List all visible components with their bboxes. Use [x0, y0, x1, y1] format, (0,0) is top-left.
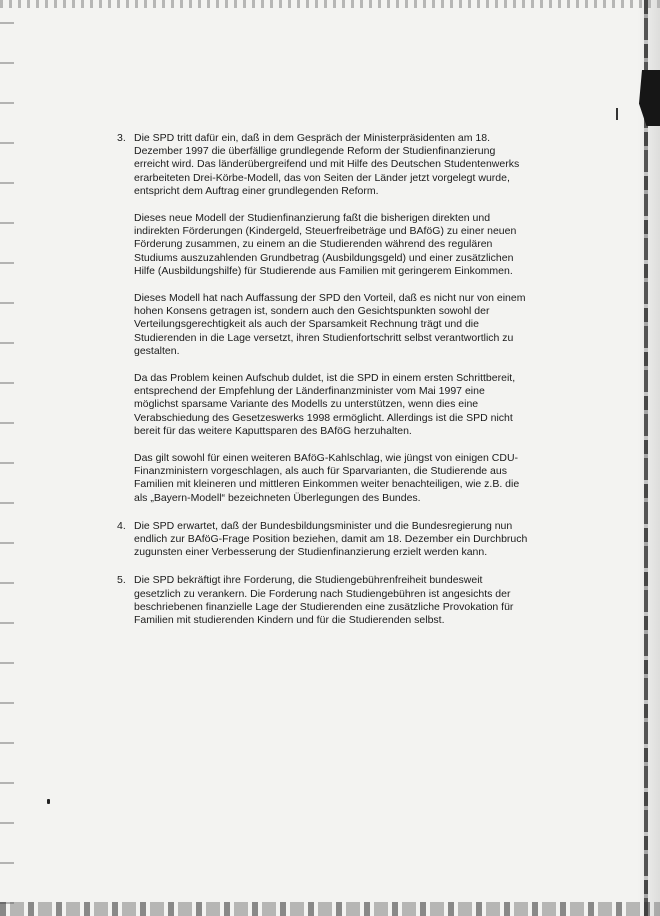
paragraph: Die SPD tritt dafür ein, daß in dem Gespräch der Ministerpräsidenten am 18. Dezember 1997 die überfällige grundlegende Reform der Studienfinanzierung erreicht wird. Das länderübergreifend und mit Hilfe des Deutschen Studentenwerks erarbeiteten Drei-Körbe-Modell, das von Seiten der Länder jetzt vorgelegt wurde, entspricht dem Auftrag einer grundlegenden Reform. — [134, 132, 520, 197]
scan-artifact-right-mark — [630, 70, 660, 126]
list-item-5 — [117, 574, 535, 627]
paragraph: Die SPD bekräftigt ihre Forderung, die Studiengebührenfreiheit bundesweit gesetzlich zu verankern. Die Forderung nach Studiengebühren ist angesichts der beschriebenen finanzielle Lage der Studierenden eine zusätzliche Provokation für Familien mit studierenden Kindern und für die Studierenden selbst. — [134, 574, 514, 627]
paragraph: Die SPD erwartet, daß der Bundesbildungsminister und die Bundesregierung nun endlich zur BAföG-Frage Position beziehen, damit am 18. Dezember ein Durchbruch zugunsten einer Verbesserung der Studienfinanzierung erzielt werden kann. — [134, 519, 528, 559]
scan-artifact-left-edge — [0, 0, 14, 916]
paragraph: Das gilt sowohl für einen weiteren BAföG-Kahlschlag, wie jüngst von einigen CDU-Finanzministern vorgeschlagen, als auch für Sparvarianten, die Studierende aus Familien mit kleineren und mittleren Einkommen weiter benachteiligen, wie z.B. die als „Bayern-Modell“ bezeichneten Überlegungen des Bundes. — [134, 452, 520, 504]
scan-artifact-top — [0, 0, 660, 8]
paragraph: Dieses neue Modell der Studienfinanzierung faßt die bisherigen direkten und indirekten Förderungen (Kindergeld, Steuerfreibeträge und BAföG) zu einer neuen Förderung zusammen, zu einem an die Studierenden während des regulären Studiums auszuzahlenden Grundbetrag (Ausbildungsgeld) und einer zusätzlichen Hilfe (Ausbildungshilfe) für Studierende aus Familien mit geringerem Einkommen. — [134, 212, 517, 277]
document-page — [117, 132, 535, 642]
scan-artifact-right-edge — [638, 0, 660, 916]
list-item-number: 3. — [117, 132, 126, 144]
list-item-number: 4. — [117, 519, 126, 532]
scan-artifact-dot — [47, 799, 50, 804]
scan-artifact-bottom — [0, 902, 660, 916]
paragraph: Dieses Modell hat nach Auffassung der SPD den Vorteil, daß es nicht nur von einem hohen Konsens getragen ist, sondern auch den Gesichtspunkten sowohl der Verteilungsgerechtigkeit als auch der Sparsamkeit Rechnung trägt und die Studierenden in die Lage versetzt, ihren Studienfortschritt selbst verantwortlich zu gestalten. — [134, 292, 526, 357]
list-item-4 — [117, 520, 535, 560]
list-item-content — [134, 132, 530, 505]
list-item-number: 5. — [117, 574, 126, 587]
list-item-content — [134, 574, 530, 627]
scan-artifact-tick — [616, 108, 618, 120]
scan-artifact-right-bar — [644, 0, 648, 916]
list-item-3 — [117, 132, 535, 505]
paragraph: Da das Problem keinen Aufschub duldet, ist die SPD in einem ersten Schrittbereit, entsprechend der Empfehlung der Länderfinanzminister vom Mai 1997 eine möglichst sparsame Variante des Modells zu unterstützen, wenn dies eine Verabschiedung des Gesetzeswerks 1998 ermöglicht. Allerdings ist die SPD nicht bereit für das weitere Kaputtsparen des BAföG herzuhalten. — [134, 372, 516, 437]
list-item-content — [134, 520, 530, 560]
